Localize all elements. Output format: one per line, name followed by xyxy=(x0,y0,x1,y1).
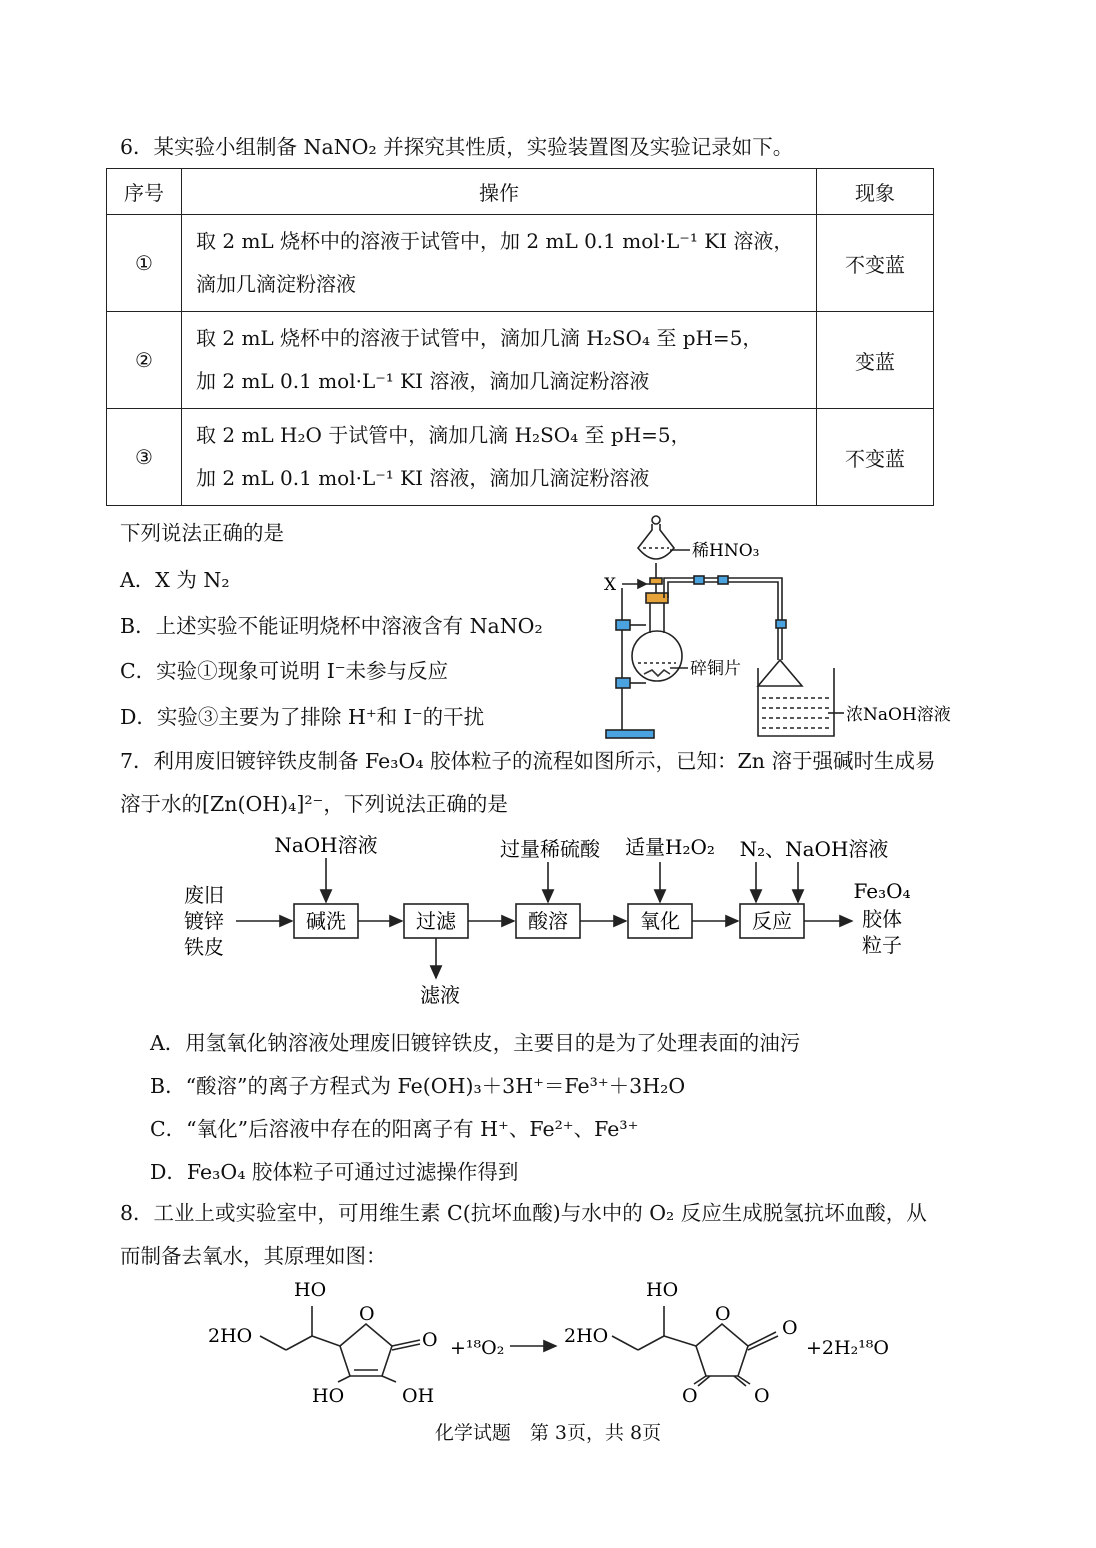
q6-stem: 6．某实验小组制备 NaNO₂ 并探究其性质，实验装置图及实验记录如下。 xyxy=(120,135,794,159)
label-naoh: 浓NaOH溶液 xyxy=(846,705,951,725)
header-operation: 操作 xyxy=(182,169,817,215)
product-keto-o-2: O xyxy=(754,1385,770,1407)
flow-start-2: 镀锌 xyxy=(184,909,224,933)
reactant-plus-o2: +¹⁸O₂ xyxy=(450,1337,505,1359)
label-copper: 碎铜片 xyxy=(690,659,741,679)
table-row xyxy=(107,409,934,506)
reactant-carbonyl-o: O xyxy=(422,1329,438,1351)
op-line: 滴加几滴淀粉溶液 xyxy=(196,272,356,296)
row-phenomenon: 不变蓝 xyxy=(817,409,934,506)
q6-option-a: A．X 为 N₂ xyxy=(120,568,230,592)
q8-reaction-scheme xyxy=(200,1270,900,1410)
flow-input-naoh: NaOH溶液 xyxy=(274,833,378,857)
row-index: ① xyxy=(107,215,182,312)
row-operation xyxy=(182,312,817,409)
q6-option-c: C．实验①现象可说明 I⁻未参与反应 xyxy=(120,659,449,683)
flow-product-1: Fe₃O₄ xyxy=(853,879,911,903)
reactant-oh-bottom: OH xyxy=(402,1385,435,1407)
header-index: 序号 xyxy=(107,169,182,215)
page-footer: 化学试题 第 3页，共 8页 xyxy=(434,1422,662,1444)
apparatus-diagram xyxy=(598,508,958,748)
product-2ho: 2HO xyxy=(564,1325,609,1347)
table-header-row xyxy=(107,169,934,215)
flow-start-1: 废旧 xyxy=(184,883,224,907)
q7-option-c: C．“氧化”后溶液中存在的阳离子有 H⁺、Fe²⁺、Fe³⁺ xyxy=(150,1117,639,1141)
product-plus-water: +2H₂¹⁸O xyxy=(806,1337,890,1359)
flow-input-react: N₂、NaOH溶液 xyxy=(739,837,889,861)
q7-stem-line1: 7．利用废旧镀锌铁皮制备 Fe₃O₄ 胶体粒子的流程如图所示，已知：Zn 溶于强碱时生成易 xyxy=(120,749,936,773)
flow-step-react: 反应 xyxy=(752,909,792,933)
op-line: 加 2 mL 0.1 mol·L⁻¹ KI 溶液，滴加几滴淀粉溶液 xyxy=(196,466,650,490)
table-row xyxy=(107,312,934,409)
op-line: 取 2 mL 烧杯中的溶液于试管中，加 2 mL 0.1 mol·L⁻¹ KI 溶液， xyxy=(196,229,794,253)
flow-input-h2so4: 过量稀硫酸 xyxy=(500,837,600,861)
row-phenomenon: 变蓝 xyxy=(817,312,934,409)
flow-step-acid: 酸溶 xyxy=(528,909,568,933)
product-keto-o-1: O xyxy=(682,1385,698,1407)
row-index: ③ xyxy=(107,409,182,506)
flow-product-3: 粒子 xyxy=(862,933,902,957)
q7-option-b: B．“酸溶”的离子方程式为 Fe(OH)₃＋3H⁺＝Fe³⁺＋3H₂O xyxy=(150,1074,686,1098)
product-ring-o: O xyxy=(715,1303,731,1325)
label-dilute-hno3: 稀HNO₃ xyxy=(692,541,760,561)
row-index: ② xyxy=(107,312,182,409)
op-line: 加 2 mL 0.1 mol·L⁻¹ KI 溶液，滴加几滴淀粉溶液 xyxy=(196,369,650,393)
q7-stem-line2: 溶于水的[Zn(OH)₄]²⁻，下列说法正确的是 xyxy=(120,792,508,816)
q6-table xyxy=(106,168,934,506)
q8-stem-line2: 而制备去氧水，其原理如图： xyxy=(120,1244,387,1268)
reactant-ho-bottom: HO xyxy=(312,1385,345,1407)
q7-flowchart xyxy=(170,826,950,1012)
q7-option-d: D．Fe₃O₄ 胶体粒子可通过过滤操作得到 xyxy=(150,1160,519,1184)
q6-option-d: D．实验③主要为了排除 H⁺和 I⁻的干扰 xyxy=(120,705,485,729)
q6-option-b: B．上述实验不能证明烧杯中溶液含有 NaNO₂ xyxy=(120,614,543,638)
row-operation xyxy=(182,215,817,312)
op-line: 取 2 mL H₂O 于试管中，滴加几滴 H₂SO₄ 至 pH=5， xyxy=(196,423,691,447)
flow-start-3: 铁皮 xyxy=(184,935,224,959)
flow-step-filter: 过滤 xyxy=(416,909,456,933)
product-carbonyl-o: O xyxy=(782,1317,798,1339)
q7-option-a: A．用氢氧化钠溶液处理废旧镀锌铁皮，主要目的是为了处理表面的油污 xyxy=(150,1031,801,1055)
flow-product-2: 胶体 xyxy=(862,907,902,931)
reactant-ring-o: O xyxy=(359,1303,375,1325)
op-line: 取 2 mL 烧杯中的溶液于试管中，滴加几滴 H₂SO₄ 至 pH=5， xyxy=(196,326,763,350)
reactant-ho-top: HO xyxy=(294,1279,327,1301)
header-phenomenon: 现象 xyxy=(817,169,934,215)
product-ho-top: HO xyxy=(646,1279,679,1301)
row-operation xyxy=(182,409,817,506)
label-x: X xyxy=(604,575,617,595)
flow-input-h2o2: 适量H₂O₂ xyxy=(625,835,715,859)
table-row xyxy=(107,215,934,312)
q6-prompt: 下列说法正确的是 xyxy=(120,521,284,545)
reactant-2ho: 2HO xyxy=(208,1325,253,1347)
flow-step-wash: 碱洗 xyxy=(306,909,346,933)
flow-filtrate: 滤液 xyxy=(420,983,460,1007)
row-phenomenon: 不变蓝 xyxy=(817,215,934,312)
flow-step-oxidize: 氧化 xyxy=(640,909,680,933)
q8-stem-line1: 8．工业上或实验室中，可用维生素 C(抗坏血酸)与水中的 O₂ 反应生成脱氢抗坏血酸，从 xyxy=(120,1201,927,1225)
